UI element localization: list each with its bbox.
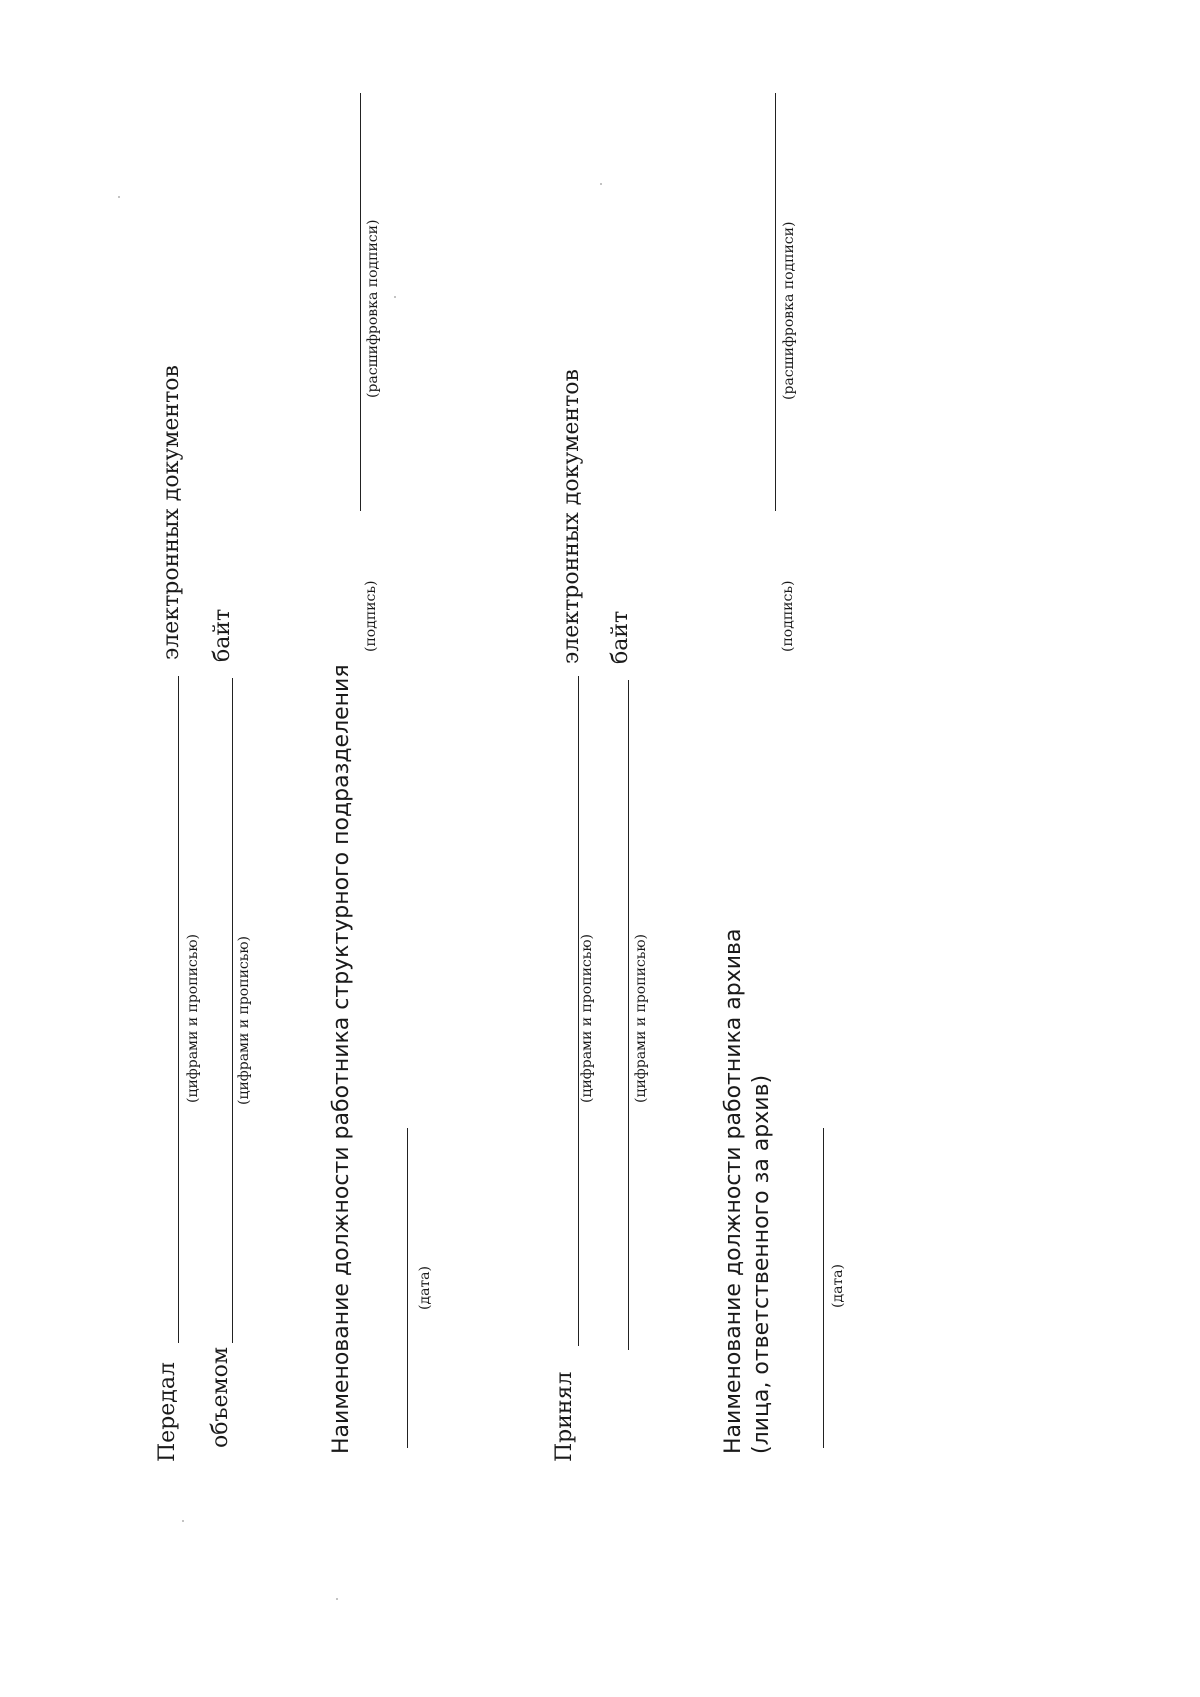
archive-position-title-line2: (лица, ответственного за архив) [749, 1074, 774, 1454]
passed-signature-decode-hint: (расшифровка подписи) [365, 219, 381, 398]
received-count-suffix: электронных документов [559, 369, 584, 664]
structural-unit-position-title: Наименование должности работника структурного подразделения [329, 664, 354, 1454]
received-signature-decode-field[interactable] [775, 93, 776, 511]
received-count-hint: (цифрами и прописью) [579, 933, 595, 1103]
passed-volume-hint: (цифрами и прописью) [236, 935, 252, 1105]
scan-speck [182, 1520, 184, 1522]
passed-label: Передал [155, 1362, 180, 1462]
passed-count-hint: (цифрами и прописью) [185, 933, 201, 1103]
passed-date-field[interactable] [407, 1128, 408, 1448]
passed-signature-hint: (подпись) [363, 580, 379, 652]
received-volume-field[interactable] [628, 680, 629, 1350]
received-date-field[interactable] [823, 1128, 824, 1448]
received-volume-hint: (цифрами и прописью) [633, 933, 649, 1103]
passed-count-suffix: электронных документов [159, 365, 184, 660]
received-date-hint: (дата) [830, 1264, 846, 1308]
passed-count-field[interactable] [178, 676, 179, 1343]
scan-speck [600, 183, 602, 185]
passed-volume-suffix: байт [210, 608, 235, 662]
received-label: Принял [552, 1371, 577, 1462]
passed-signature-decode-field[interactable] [360, 93, 361, 511]
passed-date-hint: (дата) [417, 1266, 433, 1310]
volume-label: объемом [208, 1347, 233, 1448]
scan-speck [118, 196, 120, 198]
received-signature-hint: (подпись) [780, 580, 796, 652]
scan-speck [394, 296, 396, 298]
archive-position-title-line1: Наименование должности работника архива [721, 928, 746, 1454]
scan-speck [336, 1598, 338, 1600]
passed-volume-field[interactable] [232, 678, 233, 1343]
received-signature-decode-hint: (расшифровка подписи) [781, 221, 797, 400]
received-volume-suffix: байт [608, 610, 633, 664]
